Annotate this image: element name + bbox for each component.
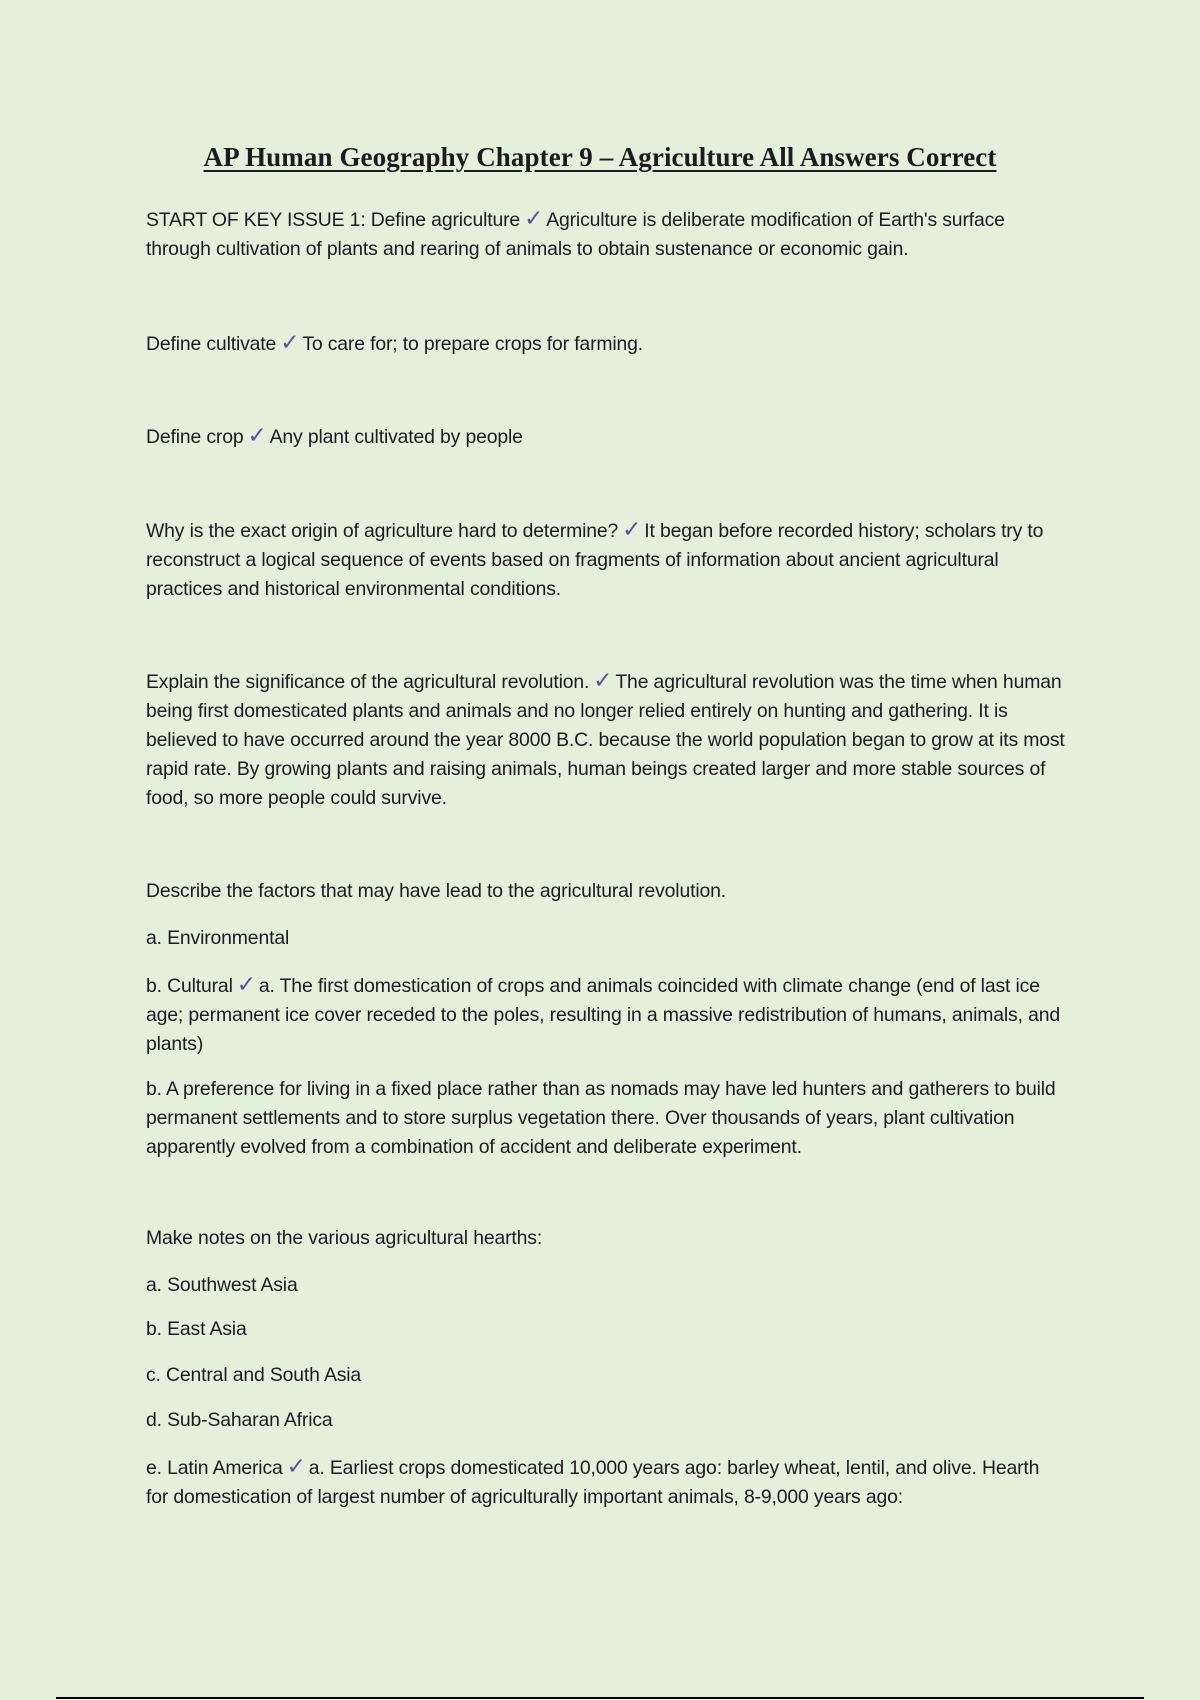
qa-origin-agriculture [146,517,1066,604]
qa-define-agriculture [146,206,1066,264]
hearth-southwest-asia: a. Southwest Asia [146,1274,298,1296]
check-icon: ✓ [236,971,256,997]
question-text: START OF KEY ISSUE 1: Define agriculture [146,209,521,231]
factor-environmental: a. Environmental [146,927,290,949]
check-icon: ✓ [593,667,613,693]
factor-answer-b: b. A preference for living in a fixed place rather than as nomads may have led hunters and gatherers to build permanent settlements and to store surplus vegetation there. Over thousands of years, plant cultivation apparently evolved from a combination of accident and deliberate experiment. [146,1078,1056,1158]
factor-cultural [146,972,1066,1059]
check-icon: ✓ [280,329,300,355]
footer-divider [56,1697,1144,1699]
question-text: Explain the significance of the agricultural revolution. [146,671,590,693]
question-text: Define crop [146,426,244,448]
answer-text: The agricultural revolution was the time when human being first domesticated plants and animals and no longer relied entirely on hunting and gathering. It is believed to have occurred around the year 8000 B.C. because the world population began to grow at its most rapid rate. By growing plants and raising animals, human beings created larger and more stable sources of food, so more people could survive. [146,671,1065,809]
answer-text: To care for; to prepare crops for farming. [302,333,644,355]
qa-define-crop [146,423,1066,452]
qa-define-cultivate [146,330,1066,359]
answer-text: Any plant cultivated by people [269,426,523,448]
hearth-central-south-asia: c. Central and South Asia [146,1364,362,1386]
page-title: AP Human Geography Chapter 9 – Agriculture All Answers Correct [203,142,997,172]
answer-text: a. The first domestication of crops and animals coincided with climate change (end of last ice age; permanent ice cover receded to the poles, resulting in a massive redistribution of humans, animals, and plants) [146,975,1060,1055]
hearth-east-asia: b. East Asia [146,1318,247,1340]
question-text: Why is the exact origin of agriculture hard to determine? [146,520,619,542]
hearths-question: Make notes on the various agricultural hearths: [146,1227,543,1249]
factors-question: Describe the factors that may have lead to the agricultural revolution. [146,880,726,902]
option-text: e. Latin America [146,1457,283,1479]
option-text: b. Cultural [146,975,233,997]
answer-text: It began before recorded history; scholars try to reconstruct a logical sequence of events based on fragments of information about ancient agricultural practices and historical environmental conditions. [146,520,1044,600]
answer-text: a. Earliest crops domesticated 10,000 years ago: barley wheat, lentil, and olive. Hearth for domestication of largest number of agriculturally important animals, 8-9,000 years ago: [146,1457,1040,1508]
hearth-latin-america [146,1454,1066,1512]
check-icon: ✓ [286,1453,306,1479]
hearth-sub-saharan-africa: d. Sub-Saharan Africa [146,1409,333,1431]
check-icon: ✓ [524,205,544,231]
question-text: Define cultivate [146,333,277,355]
answer-text: Agriculture is deliberate modification of Earth's surface through cultivation of plants and rearing of animals to obtain sustenance or economic gain. [146,209,1005,260]
check-icon: ✓ [622,516,642,542]
qa-agricultural-revolution [146,668,1066,813]
check-icon: ✓ [247,422,267,448]
